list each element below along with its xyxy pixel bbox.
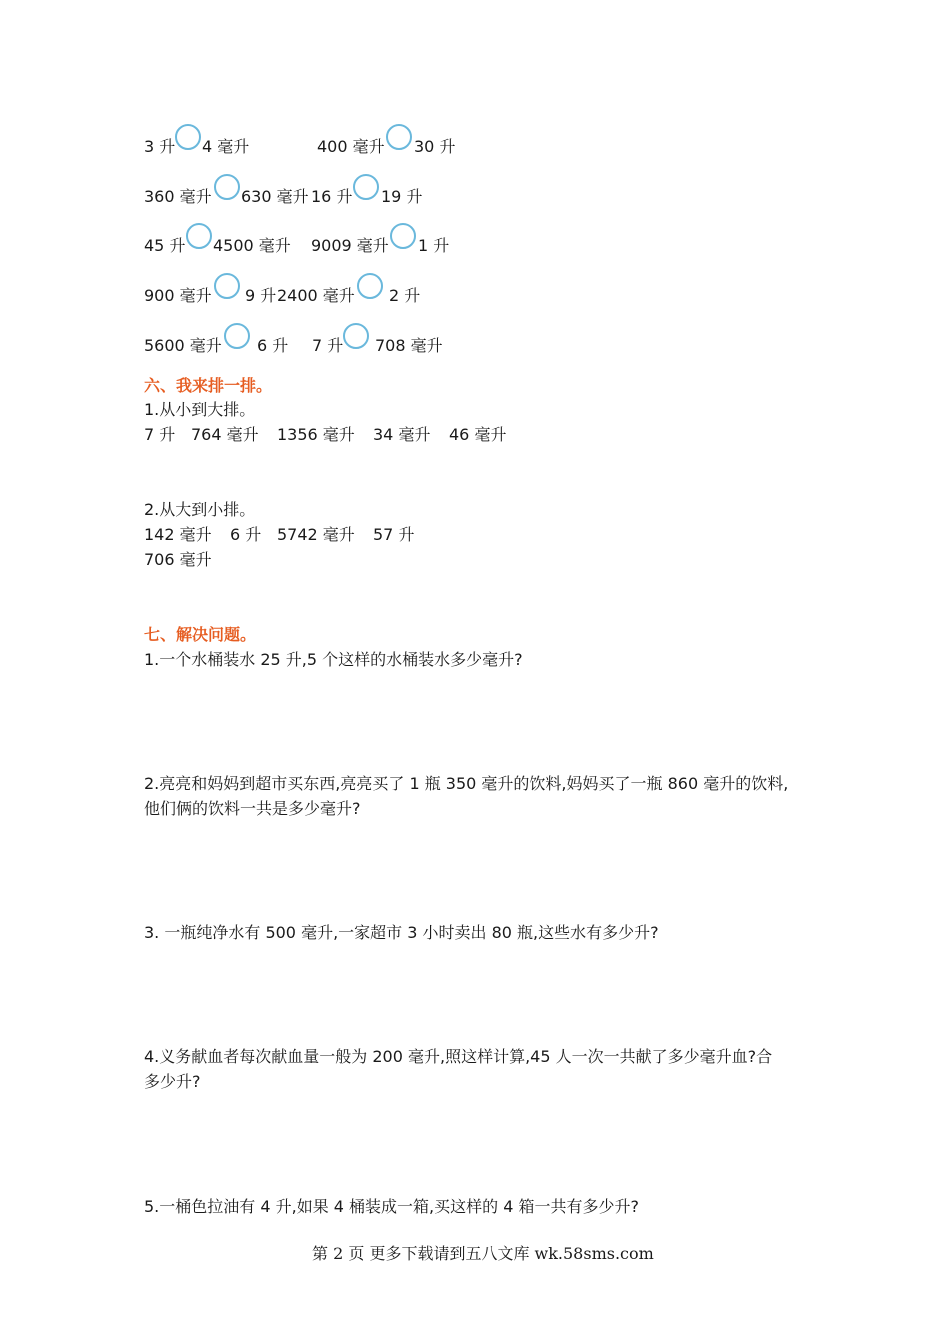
compare-right-value: 4500 毫升 <box>213 236 291 255</box>
section-6-q2-prompt: 2.从大到小排。 <box>144 500 256 519</box>
compare-left-value: 45 升 <box>144 236 186 255</box>
answer-circle[interactable] <box>386 124 412 150</box>
compare-right-value: 1 升 <box>418 236 450 255</box>
page-footer: 第 2 页 更多下载请到五八文库 wk.58sms.com <box>312 1244 654 1263</box>
list-item: 1356 毫升 <box>277 425 355 444</box>
list-item: 57 升 <box>373 525 415 544</box>
compare-left-value: 400 毫升 <box>317 137 385 156</box>
compare-right-value: 630 毫升 <box>241 187 309 206</box>
list-item: 7 升 <box>144 425 176 444</box>
compare-left-value: 900 毫升 <box>144 286 212 305</box>
compare-left-value: 360 毫升 <box>144 187 212 206</box>
compare-left-value: 16 升 <box>311 187 353 206</box>
compare-right-value: 6 升 <box>257 336 289 355</box>
section-6-title: 六、我来排一排。 <box>144 376 273 395</box>
compare-right-value: 30 升 <box>414 137 456 156</box>
problem-3: 3. 一瓶纯净水有 500 毫升,一家超市 3 小时卖出 80 瓶,这些水有多少升? <box>144 923 659 942</box>
list-item: 142 毫升 <box>144 525 212 544</box>
answer-circle[interactable] <box>214 174 240 200</box>
section-7-title: 七、解决问题。 <box>144 625 257 644</box>
answer-circle[interactable] <box>357 273 383 299</box>
compare-left-value: 7 升 <box>312 336 344 355</box>
list-item: 6 升 <box>230 525 262 544</box>
answer-circle[interactable] <box>390 223 416 249</box>
compare-left-value: 9009 毫升 <box>311 236 389 255</box>
compare-right-value: 2 升 <box>389 286 421 305</box>
list-item: 46 毫升 <box>449 425 507 444</box>
compare-right-value: 9 升 <box>245 286 277 305</box>
compare-right-value: 708 毫升 <box>375 336 443 355</box>
answer-circle[interactable] <box>343 323 369 349</box>
problem-2-line-2: 他们俩的饮料一共是多少毫升? <box>144 799 361 818</box>
answer-circle[interactable] <box>224 323 250 349</box>
list-item: 5742 毫升 <box>277 525 355 544</box>
list-item: 706 毫升 <box>144 550 212 569</box>
problem-1: 1.一个水桶装水 25 升,5 个这样的水桶装水多少毫升? <box>144 650 523 669</box>
answer-circle[interactable] <box>353 174 379 200</box>
compare-right-value: 19 升 <box>381 187 423 206</box>
problem-4-line-1: 4.义务献血者每次献血量一般为 200 毫升,照这样计算,45 人一次一共献了多少毫升血?合 <box>144 1047 773 1066</box>
answer-circle[interactable] <box>214 273 240 299</box>
problem-2-line-1: 2.亮亮和妈妈到超市买东西,亮亮买了 1 瓶 350 毫升的饮料,妈妈买了一瓶 860 毫升的饮料, <box>144 774 789 793</box>
list-item: 34 毫升 <box>373 425 431 444</box>
problem-4-line-2: 多少升? <box>144 1072 201 1091</box>
answer-circle[interactable] <box>186 223 212 249</box>
problem-5: 5.一桶色拉油有 4 升,如果 4 桶装成一箱,买这样的 4 箱一共有多少升? <box>144 1197 639 1216</box>
compare-right-value: 4 毫升 <box>202 137 250 156</box>
list-item: 764 毫升 <box>191 425 259 444</box>
section-6-q1-prompt: 1.从小到大排。 <box>144 400 256 419</box>
answer-circle[interactable] <box>175 124 201 150</box>
compare-left-value: 3 升 <box>144 137 176 156</box>
compare-left-value: 2400 毫升 <box>277 286 355 305</box>
compare-left-value: 5600 毫升 <box>144 336 222 355</box>
